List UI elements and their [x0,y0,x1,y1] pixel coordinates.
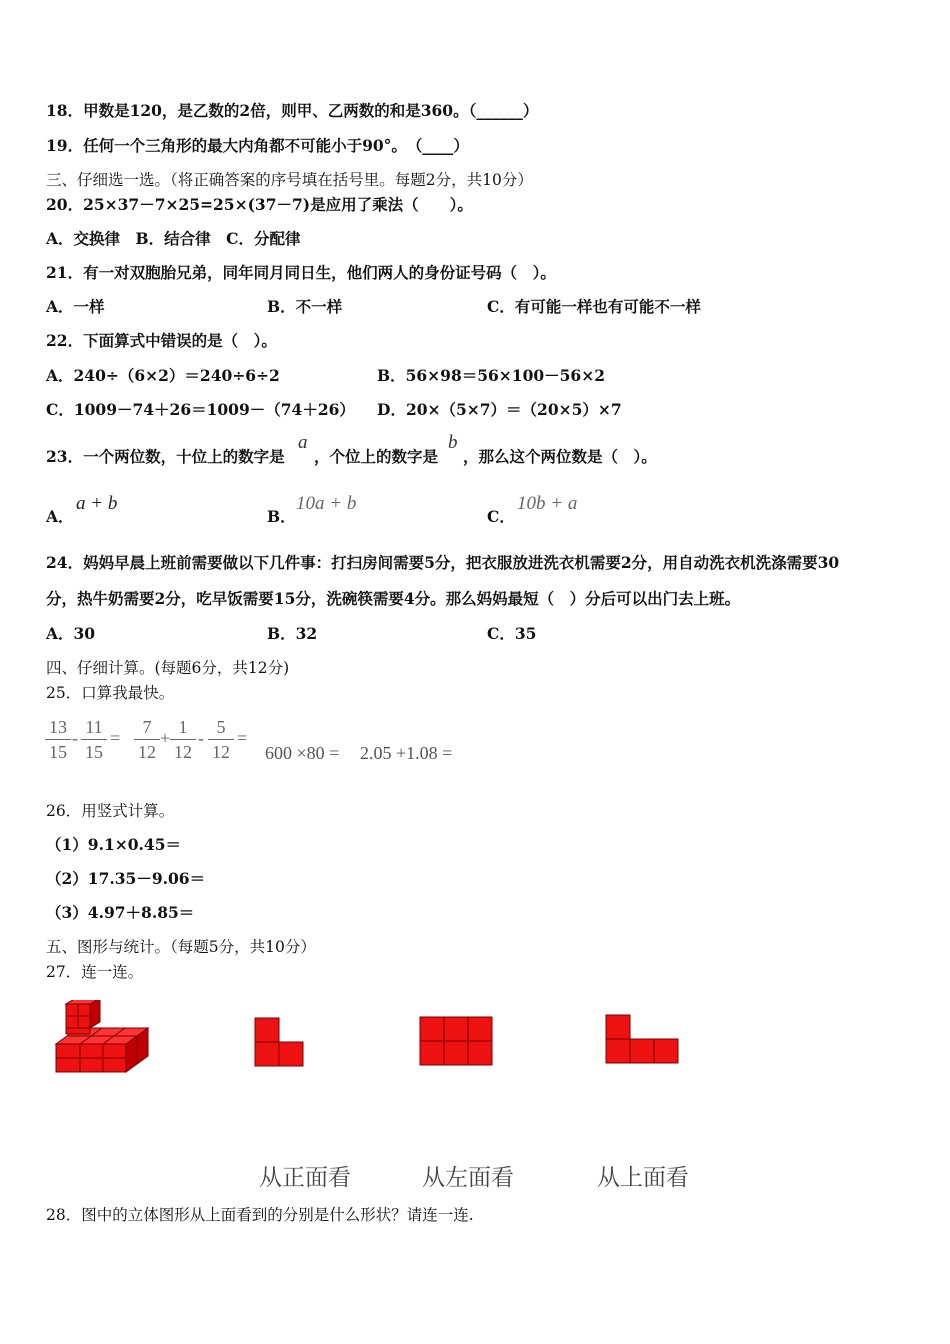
fraction-13-15: 13 15 [43,716,73,763]
minus-sign: - [198,728,204,748]
q22-option-d: D．20×（5×7）＝（20×5）×7 [377,400,622,419]
q23-text-3: ，那么这个两位数是（ ）。 [463,447,657,466]
q23-var-a: a [298,432,308,453]
q21: 21．有一对双胞胎兄弟，同年同月同日生，他们两人的身份证号码（ ）。 [46,263,556,282]
q24-line-2: 分，热牛奶需要2分，吃早饭需要15分，洗碗筷需要4分。那么妈妈最短（ ）分后可以出门去上班。 [46,589,741,608]
q24-option-a: A．30 [46,624,96,643]
q23-text-1: 23．一个两位数，十位上的数字是 [46,447,285,466]
q22: 22．下面算式中错误的是（ ）。 [46,331,277,350]
section-4-heading: 四、仔细计算。(每题6分，共12分) [46,659,290,677]
section-3-heading: 三、仔细选一选。（将正确答案的序号填在括号里。每题2分，共10分） [46,171,533,189]
q26-item-2: （2）17.35－9.06＝ [46,869,206,888]
q22-option-b: B．56×98＝56×100－56×2 [377,366,605,385]
q27: 27．连一连。 [46,963,144,981]
equals-sign: = [110,728,121,748]
q23-option-a-expr: a + b [76,493,118,514]
q26-item-1: （1）9.1×0.45＝ [46,835,181,854]
q21-option-a: A．一样 [46,297,105,316]
q24-option-c: C．35 [487,624,537,643]
expr-2.05-plus-1.08: 2.05 +1.08 = [360,743,453,763]
q26: 26．用竖式计算。 [46,802,175,820]
fraction-11-15: 11 15 [79,716,109,763]
fraction-7-12: 7 12 [132,716,162,763]
view-shape-1 [254,1017,306,1069]
view-shape-3 [605,1014,681,1066]
view-shape-2 [419,1016,495,1068]
q21-option-b: B．不一样 [267,297,343,316]
q23-option-c-expr: 10b + a [517,493,578,514]
q23-option-c-label: C． [487,507,515,526]
fraction-5-12: 5 12 [206,716,236,763]
q20-options: A．交换律 B．结合律 C．分配律 [46,229,301,248]
q26-item-3: （3）4.97＋8.85＝ [46,903,195,922]
view-label-front: 从正面看 [259,1165,351,1191]
q23-option-a-label: A． [46,507,74,526]
equals-sign: = [237,728,248,748]
cube-solid-figure [52,1000,152,1080]
q23-option-b-label: B． [267,507,296,526]
view-label-left: 从左面看 [422,1165,514,1191]
q22-option-c: C．1009－74＋26＝1009－（74＋26） [46,400,355,419]
q24-option-b: B．32 [267,624,318,643]
expr-600x80: 600 ×80 = [265,743,340,763]
q22-option-a: A．240÷（6×2）＝240÷6÷2 [46,366,280,385]
q19: 19．任何一个三角形的最大内角都不可能小于90°。 （____） [46,136,469,155]
q21-option-c: C．有可能一样也有可能不一样 [487,297,701,316]
fraction-1-12: 1 12 [168,716,198,763]
q24-line-1: 24．妈妈早晨上班前需要做以下几件事：打扫房间需要5分，把衣服放进洗衣机需要2分，用自动洗衣机洗涤需要30 [46,553,840,572]
q25: 25．口算我最快。 [46,684,175,702]
q18: 18．甲数是120，是乙数的2倍，则甲、乙两数的和是360。（______） [46,101,539,120]
q20: 20．25×37－7×25=25×(37－7)是应用了乘法（ ）。 [46,195,473,214]
q23-text-2: ，个位上的数字是 [314,447,439,466]
q28: 28．图中的立体图形从上面看到的分别是什么形状？请连一连. [46,1206,474,1224]
q23-option-b-expr: 10a + b [296,493,357,514]
minus-sign: - [72,728,78,748]
view-label-top: 从上面看 [597,1165,689,1191]
section-5-heading: 五、图形与统计。（每题5分，共10分） [46,938,316,956]
plus-sign: + [160,728,171,748]
q23-var-b: b [448,432,458,453]
